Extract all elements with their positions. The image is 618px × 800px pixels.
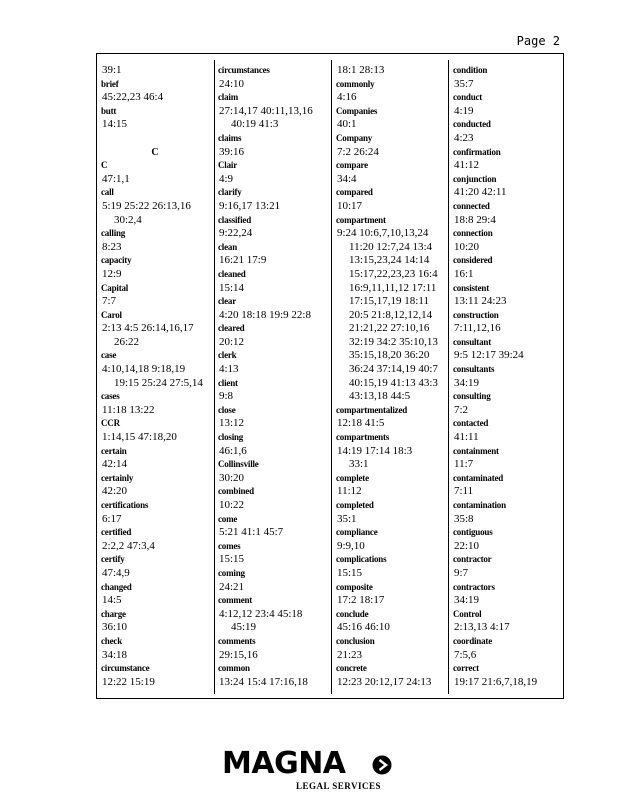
index-term: correct [453, 663, 479, 674]
page-line-reference: 8:23 [102, 240, 122, 253]
page-line-reference: 46:1,6 [219, 444, 247, 457]
page-line-reference: 18:1 28:13 [337, 64, 385, 76]
index-term: butt [101, 105, 117, 116]
page-line-reference: 4:13 [219, 363, 239, 376]
page-line-reference: 24:10 [219, 77, 245, 90]
page-line-reference: 42:20 [102, 485, 128, 498]
index-term: completed [336, 500, 374, 510]
logo-tagline: LEGAL SERVICES [296, 781, 381, 791]
page-line-reference: 4:19 [454, 104, 474, 117]
page-line-reference: 41:12 [454, 159, 480, 172]
index-column-3 [332, 54, 452, 698]
index-term: close [218, 404, 236, 415]
index-term: commonly [336, 78, 375, 89]
page-line-reference: 22:10 [454, 539, 480, 552]
page-line-reference: 10:22 [219, 499, 245, 511]
index-term: certain [101, 445, 127, 456]
index-term: check [101, 635, 122, 646]
page-line-reference: 2:2,2 47:3,4 [102, 539, 155, 552]
page-line-reference: 15:17,22,23,23 16:4 [349, 267, 438, 280]
index-term: contaminated [453, 472, 504, 483]
index-term: cases [101, 391, 120, 402]
page-line-reference: 35:1 [337, 512, 357, 525]
index-term: client [218, 377, 238, 388]
page-line-reference: 39:1 [102, 64, 122, 76]
index-term: compartments [336, 432, 390, 443]
page-line-reference: 34:19 [454, 376, 480, 389]
index-term: claims [218, 132, 242, 143]
index-term: conduct [453, 92, 483, 103]
page-line-reference: 7:2 26:24 [337, 145, 379, 158]
index-term: certainly [101, 472, 134, 483]
page-line-reference: 15:14 [219, 281, 245, 294]
page-line-reference: 35:7 [454, 77, 474, 90]
index-term: changed [101, 581, 132, 592]
page-line-reference: 1:14,15 47:18,20 [102, 431, 177, 444]
index-term: compartment [336, 214, 386, 225]
play-circle-icon [372, 755, 392, 775]
index-term: containment [453, 445, 499, 456]
index-term: cleared [218, 323, 245, 334]
index-term: comments [218, 635, 256, 646]
page-line-reference: 10:20 [454, 240, 480, 253]
page-line-reference: 11:20 12:7,24 13:4 [349, 240, 433, 253]
index-term: cleaned [218, 268, 246, 279]
page-line-reference: 36:10 [102, 621, 128, 634]
index-term: charge [101, 608, 126, 619]
index-term: concrete [336, 663, 367, 674]
page-line-reference: 40:15,19 41:13 43:3 [349, 376, 438, 389]
index-term: Collinsville [218, 459, 259, 470]
index-term: CCR [101, 418, 120, 429]
page-number: Page 2 [516, 34, 560, 48]
index-column-2 [214, 54, 334, 698]
page-line-reference: 34:19 [454, 594, 480, 607]
page-line-reference: 45:19 [231, 621, 257, 634]
index-term: compare [336, 160, 368, 171]
page-line-reference: 35:8 [454, 512, 474, 525]
page-line-reference: 4:20 18:18 19:9 22:8 [219, 308, 311, 321]
page-line-reference: 4:23 [454, 131, 474, 144]
page-line-reference: 9:8 [219, 390, 234, 403]
index-term: compared [336, 187, 373, 198]
page-line-reference: 17:2 18:17 [337, 594, 385, 607]
index-term: circumstances [218, 65, 270, 75]
index-term: contiguous [453, 527, 493, 538]
page-line-reference: 4:12,12 23:4 45:18 [219, 607, 303, 620]
page-line-reference: 47:1,1 [102, 172, 130, 185]
index-term: complete [336, 472, 369, 483]
index-term: Company [336, 132, 373, 143]
index-term: compartmentalized [336, 404, 408, 415]
page-line-reference: 33:1 [349, 458, 369, 471]
page-line-reference: 20:12 [219, 335, 245, 348]
page-line-reference: 9:7 [454, 566, 469, 579]
page-line-reference: 26:22 [114, 335, 140, 348]
page-line-reference: 16:9,11,11,12 17:11 [349, 281, 437, 294]
page-line-reference: 10:17 [337, 199, 363, 212]
page-line-reference: 5:19 25:22 26:13,16 [102, 199, 191, 212]
index-term: contacted [453, 418, 489, 429]
page-line-reference: 11:18 13:22 [102, 403, 155, 416]
page-line-reference: 4:9 [219, 172, 234, 185]
page-line-reference: 7:7 [102, 295, 117, 308]
page-line-reference: 15:15 [337, 566, 363, 579]
page-line-reference: 12:9 [102, 267, 122, 280]
page-line-reference: 45:16 46:10 [337, 621, 390, 634]
index-term: compliance [336, 527, 378, 538]
page-line-reference: 12:18 41:5 [337, 417, 385, 430]
index-term: confirmation [453, 146, 501, 157]
index-term: construction [453, 309, 499, 320]
page-line-reference: 7:11,12,16 [454, 322, 501, 335]
index-term: consulting [453, 391, 491, 402]
page-line-reference: 14:19 17:14 18:3 [337, 444, 413, 457]
page-line-reference: 34:4 [337, 172, 357, 185]
index-column-1 [97, 54, 217, 698]
page-line-reference: 27:14,17 40:11,13,16 [219, 104, 313, 117]
page-line-reference: 13:11 24:23 [454, 295, 507, 308]
index-term: claim [218, 92, 238, 103]
index-term: clean [218, 241, 237, 252]
page-line-reference: 15:15 [219, 553, 245, 566]
page-line-reference: 9:16,17 13:21 [219, 199, 281, 212]
page-line-reference: 4:10,14,18 9:18,19 [102, 363, 186, 376]
index-term: consultants [453, 364, 495, 375]
section-letter: C [151, 146, 159, 158]
page-line-reference: 45:22,23 46:4 [102, 91, 164, 104]
page-line-reference: 12:22 15:19 [102, 675, 155, 688]
page-line-reference: 41:11 [454, 431, 479, 444]
index-term: C [101, 160, 108, 171]
page-line-reference: 13:12 [219, 417, 245, 430]
page-line-reference: 12:23 20:12,17 24:13 [337, 675, 432, 688]
index-term: common [218, 663, 250, 674]
index-term: comment [218, 595, 253, 606]
logo-wordmark: MAGNA [222, 746, 346, 781]
index-term: conclude [336, 608, 369, 619]
index-term: contamination [453, 500, 506, 510]
page-line-reference: 36:24 37:14,19 40:7 [349, 363, 438, 376]
index-term: case [101, 350, 117, 361]
page-line-reference: 14:5 [102, 594, 122, 607]
page-line-reference: 47:4,9 [102, 566, 130, 579]
page-line-reference: 4:16 [337, 91, 357, 104]
index-term: closing [218, 432, 244, 443]
index-term: combined [218, 486, 254, 497]
index-term: consistent [453, 282, 489, 293]
index-term: certified [101, 527, 132, 538]
page-line-reference: 21:21,22 27:10,16 [349, 322, 430, 335]
page-line-reference: 40:1 [337, 118, 357, 131]
page-line-reference: 43:13,18 44:5 [349, 390, 411, 403]
word-index-table [96, 53, 564, 699]
index-term: complications [336, 554, 387, 565]
page-line-reference: 9:22,24 [219, 227, 253, 240]
page-line-reference: 9:5 12:17 39:24 [454, 349, 524, 362]
page-line-reference: 11:7 [454, 458, 474, 471]
page-line-reference: 42:14 [102, 458, 128, 471]
page-line-reference: 39:16 [219, 145, 245, 158]
page-line-reference: 5:21 41:1 45:7 [219, 526, 284, 539]
index-term: clerk [218, 350, 237, 361]
page-line-reference: 35:15,18,20 36:20 [349, 349, 430, 362]
index-term: call [101, 187, 114, 198]
page-line-reference: 13:24 15:4 17:16,18 [219, 675, 308, 688]
index-term: coordinate [453, 635, 492, 646]
page-line-reference: 7:2 [454, 403, 469, 416]
index-term: clarify [218, 187, 242, 198]
page-line-reference: 2:13,13 4:17 [454, 621, 510, 634]
index-term: calling [101, 228, 126, 239]
page-line-reference: 21:23 [337, 648, 363, 661]
index-term: conclusion [336, 635, 375, 646]
index-term: Control [453, 608, 482, 619]
index-term: capacity [101, 255, 132, 266]
page-line-reference: 29:15,16 [219, 648, 258, 661]
page-line-reference: 7:11 [454, 485, 474, 498]
index-term: brief [101, 78, 119, 89]
page-line-reference: 11:12 [337, 485, 362, 498]
index-term: comes [218, 540, 241, 551]
index-term: Capital [101, 282, 129, 293]
page-line-reference: 18:8 29:4 [454, 213, 496, 226]
index-column-4 [449, 54, 567, 698]
page-line-reference: 30:20 [219, 471, 245, 484]
page-line-reference: 30:2,4 [114, 213, 142, 226]
index-term: certifications [101, 500, 149, 510]
index-term: come [218, 513, 238, 524]
index-term: contractors [453, 581, 495, 592]
index-term: considered [453, 255, 493, 266]
index-term: Companies [336, 105, 378, 116]
index-term: Carol [101, 309, 122, 320]
page-line-reference: 41:20 42:11 [454, 186, 507, 199]
page-line-reference: 19:15 25:24 27:5,14 [114, 376, 203, 389]
index-term: consultant [453, 336, 492, 347]
index-term: clear [218, 296, 236, 307]
index-term: composite [336, 581, 373, 592]
index-term: contractor [453, 554, 492, 565]
page-line-reference: 2:13 4:5 26:14,16,17 [102, 322, 194, 335]
page-line-reference: 16:21 17:9 [219, 254, 267, 267]
index-term: connection [453, 228, 493, 239]
page-line-reference: 14:15 [102, 118, 128, 131]
page-line-reference: 19:17 21:6,7,18,19 [454, 675, 538, 688]
page-line-reference: 9:24 10:6,7,10,13,24 [337, 227, 429, 240]
page-line-reference: 34:18 [102, 648, 128, 661]
page-line-reference: 16:1 [454, 267, 474, 280]
index-term: certify [101, 554, 125, 565]
page-line-reference: 6:17 [102, 512, 122, 525]
index-term: coming [218, 567, 245, 578]
spacer [101, 132, 217, 146]
magna-logo [222, 748, 398, 794]
index-term: conjunction [453, 173, 497, 184]
page-line-reference: 24:21 [219, 580, 245, 593]
index-term: Clair [218, 160, 237, 171]
index-term: circumstance [101, 663, 150, 674]
index-term: condition [453, 65, 488, 75]
index-term: connected [453, 200, 490, 211]
page-line-reference: 13:15,23,24 14:14 [349, 254, 430, 267]
page-line-reference: 7:5,6 [454, 648, 477, 661]
index-term: classified [218, 214, 251, 225]
page-line-reference: 9:9,10 [337, 539, 365, 552]
page-line-reference: 32:19 34:2 35:10,13 [349, 335, 438, 348]
page-line-reference: 40:19 41:3 [231, 118, 279, 131]
page-line-reference: 20:5 21:8,12,12,14 [349, 308, 433, 321]
index-term: conducted [453, 119, 491, 130]
page-line-reference: 17:15,17,19 18:11 [349, 295, 429, 308]
